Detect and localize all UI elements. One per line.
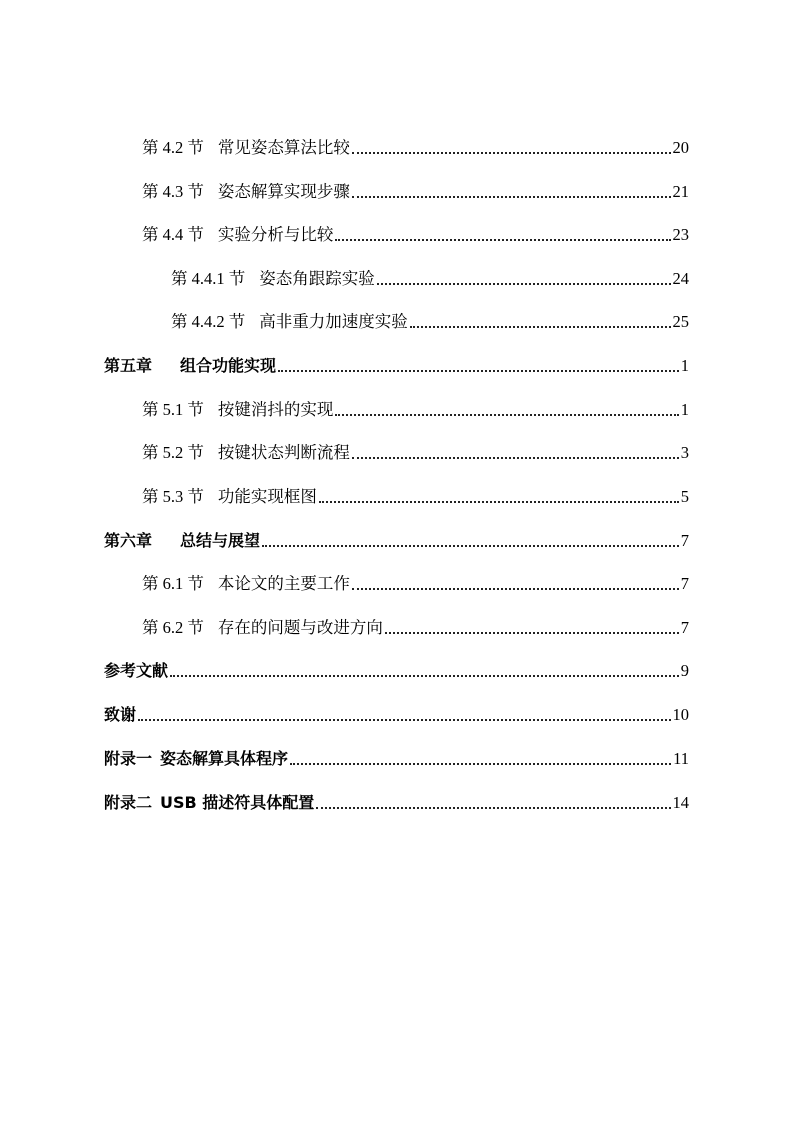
toc-entry-acknowledgements[interactable] bbox=[104, 695, 689, 725]
toc-entry-number: 第 6.1 节 bbox=[142, 574, 204, 593]
toc-entry-number: 第六章 bbox=[104, 531, 153, 550]
toc-entry-5-3[interactable] bbox=[142, 477, 689, 507]
toc-entry-4-2[interactable] bbox=[142, 128, 689, 158]
dot-leader bbox=[385, 632, 679, 634]
toc-entry-5-1[interactable] bbox=[142, 390, 689, 420]
toc-entry-4-4-1[interactable] bbox=[171, 259, 689, 289]
toc-entry-title: 本论文的主要工作 bbox=[217, 574, 350, 593]
toc-entry-page: 20 bbox=[672, 138, 689, 157]
toc-entry-title: 参考文献 bbox=[104, 661, 169, 680]
toc-entry-title: 常见姿态算法比较 bbox=[217, 138, 350, 157]
dot-leader bbox=[170, 675, 679, 677]
dot-leader bbox=[335, 414, 678, 416]
toc-entry-title: 组合功能实现 bbox=[180, 356, 277, 375]
toc-entry-page: 10 bbox=[672, 705, 689, 724]
toc-entry-title: 姿态解算实现步骤 bbox=[217, 182, 350, 201]
toc-entry-number: 第 6.2 节 bbox=[142, 618, 204, 637]
toc-entry-page: 23 bbox=[672, 225, 689, 244]
toc-entry-4-4[interactable] bbox=[142, 215, 689, 245]
toc-entry-title: 致谢 bbox=[104, 705, 137, 724]
toc-entry-title: 高非重力加速度实验 bbox=[259, 312, 408, 331]
toc-entry-title: 姿态解算具体程序 bbox=[160, 749, 289, 768]
dot-leader bbox=[278, 370, 679, 372]
toc-entry-title: 实验分析与比较 bbox=[217, 225, 334, 244]
toc-entry-title: USB 描述符具体配置 bbox=[160, 793, 315, 812]
toc-entry-page: 11 bbox=[673, 749, 689, 768]
toc-entry-page: 7 bbox=[680, 618, 689, 637]
toc-entry-title: 总结与展望 bbox=[180, 531, 261, 550]
toc-entry-6-2[interactable] bbox=[142, 608, 689, 638]
toc-entry-5-2[interactable] bbox=[142, 433, 689, 463]
toc-entry-page: 7 bbox=[680, 531, 689, 550]
toc-entry-number: 第五章 bbox=[104, 356, 153, 375]
toc-entry-number: 第 5.2 节 bbox=[142, 443, 204, 462]
toc-entry-page: 1 bbox=[680, 400, 689, 419]
toc-entry-number: 附录二 bbox=[104, 793, 153, 812]
toc-entry-page: 14 bbox=[672, 793, 689, 812]
dot-leader bbox=[410, 326, 671, 328]
toc-entry-title: 功能实现框图 bbox=[217, 487, 317, 506]
toc-entry-number: 第 4.4 节 bbox=[142, 225, 204, 244]
toc-entry-page: 24 bbox=[672, 269, 689, 288]
toc-entry-number: 第 4.3 节 bbox=[142, 182, 204, 201]
toc-entry-chapter-6[interactable] bbox=[104, 521, 689, 551]
dot-leader bbox=[262, 545, 679, 547]
toc-entry-chapter-5[interactable] bbox=[104, 346, 689, 376]
dot-leader bbox=[377, 283, 671, 285]
dot-leader bbox=[316, 807, 670, 809]
toc-entry-page: 9 bbox=[680, 661, 689, 680]
dot-leader bbox=[138, 719, 670, 721]
toc-entry-title: 按键消抖的实现 bbox=[217, 400, 334, 419]
toc-entry-page: 3 bbox=[680, 443, 689, 462]
toc-entry-title: 姿态角跟踪实验 bbox=[259, 269, 375, 288]
dot-leader bbox=[335, 239, 670, 241]
toc-entry-number: 第 5.3 节 bbox=[142, 487, 204, 506]
toc-entry-6-1[interactable] bbox=[142, 564, 689, 594]
dot-leader bbox=[352, 152, 671, 154]
dot-leader bbox=[319, 501, 679, 503]
toc-entry-number: 第 5.1 节 bbox=[142, 400, 204, 419]
toc-entry-4-4-2[interactable] bbox=[171, 302, 689, 332]
toc-entry-4-3[interactable] bbox=[142, 172, 689, 202]
toc-entry-page: 5 bbox=[680, 487, 689, 506]
dot-leader bbox=[290, 763, 671, 765]
toc-entry-number: 第 4.4.2 节 bbox=[171, 312, 246, 331]
toc-entry-number: 附录一 bbox=[104, 749, 153, 768]
dot-leader bbox=[352, 588, 679, 590]
toc-entry-references[interactable] bbox=[104, 651, 689, 681]
toc-entry-page: 1 bbox=[680, 356, 689, 375]
toc-entry-title: 存在的问题与改进方向 bbox=[217, 618, 383, 637]
toc-entry-appendix-2[interactable] bbox=[104, 783, 689, 813]
toc-entry-number: 第 4.4.1 节 bbox=[171, 269, 246, 288]
dot-leader bbox=[352, 457, 679, 459]
toc-entry-title: 按键状态判断流程 bbox=[217, 443, 350, 462]
toc-entry-page: 21 bbox=[672, 182, 689, 201]
toc-entry-page: 7 bbox=[680, 574, 689, 593]
toc-entry-number: 第 4.2 节 bbox=[142, 138, 204, 157]
toc-entry-appendix-1[interactable] bbox=[104, 739, 689, 769]
dot-leader bbox=[352, 196, 671, 198]
toc-entry-page: 25 bbox=[672, 312, 689, 331]
